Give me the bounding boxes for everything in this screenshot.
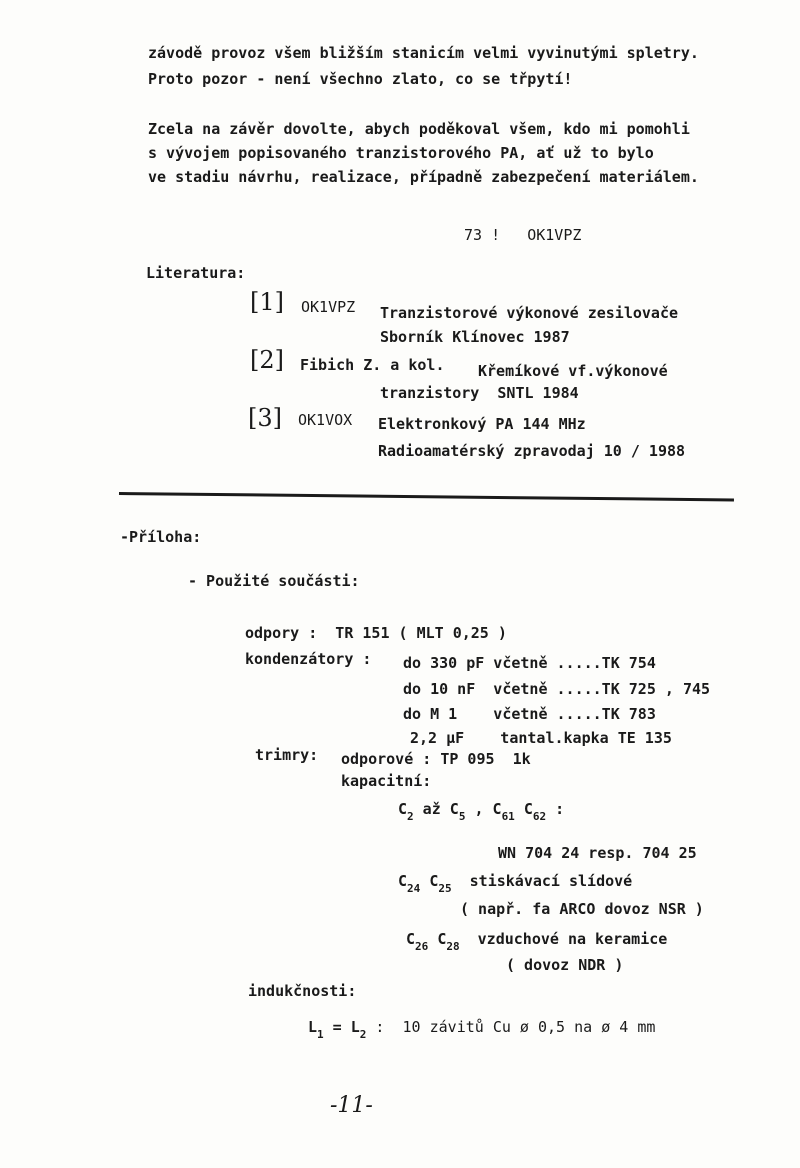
capacitor-row-2: do 10 nF včetně .....TK 725 , 745 — [403, 680, 711, 698]
appendix-heading: -Příloha: — [120, 528, 202, 546]
thanks-line-1: Zcela na závěr dovolte, abych poděkoval všem, kdo mi pomohli — [148, 120, 690, 138]
thanks-line-2: s vývojem popisovaného tranzistorového PA, ať už to bylo — [148, 144, 654, 162]
capacitor-group-1: $C_2$ až $C_5$ , $C_{61}$ $C_{62}$ : — [398, 800, 565, 823]
capacitor-row-1: do 330 pF včetně .....TK 754 — [403, 654, 656, 672]
thanks-line-3: ve stadiu návrhu, realizace, případně zabezpečení materiálem. — [148, 168, 699, 186]
capacitor-row-4: 2,2 µF tantal.kapka TE 135 — [410, 729, 672, 747]
capacitors-label: kondenzátory : — [245, 650, 372, 668]
ref-2-title: Křemíkové vf.výkonové — [478, 362, 668, 380]
capacitor-row-3: do M 1 včetně .....TK 783 — [403, 705, 656, 723]
appendix-subheading: - Použité součásti: — [188, 572, 360, 590]
ref-1-source: Sborník Klínovec 1987 — [380, 328, 570, 346]
ref-3-number: [3] — [248, 404, 282, 432]
ref-3-title: Elektronkový PA 144 MHz — [378, 415, 586, 433]
intro-line-1: závodě provoz všem bližším stanicím velmi vyvinutými spletry. — [148, 44, 699, 62]
trimmers-label: trimry: — [255, 746, 319, 764]
signoff: 73 ! OK1VPZ — [464, 226, 582, 244]
capacitor-group-2: $C_{24}$ $C_{25}$ stiskávací slídové — [398, 872, 633, 895]
ref-2-author: Fibich Z. a kol. — [300, 356, 445, 374]
trimmers-resistive: odporové : TP 095 1k — [341, 750, 531, 768]
capacitor-group-2-note: ( např. fa ARCO dovoz NSR ) — [460, 900, 704, 918]
resistors-line: odpory : TR 151 ( MLT 0,25 ) — [245, 624, 507, 642]
ref-3-author: OK1VOX — [298, 411, 353, 429]
ref-2-number: [2] — [250, 346, 284, 374]
capacitor-group-3-note: ( dovoz NDR ) — [506, 956, 624, 974]
inductor-line: $L_1 = L_2$ : 10 závitů Cu ø 0,5 na ø 4 mm — [308, 1018, 656, 1041]
trimmers-capacitive-label: kapacitní: — [341, 772, 432, 790]
ref-3-source: Radioamatérský zpravodaj 10 / 1988 — [378, 442, 686, 460]
ref-1-number: [1] — [250, 288, 284, 316]
page-number: -11- — [330, 1093, 373, 1118]
ref-1-title: Tranzistorové výkonové zesilovače — [380, 304, 679, 322]
section-divider — [119, 492, 734, 501]
capacitor-group-3: $C_{26}$ $C_{28}$ vzduchové na keramice — [406, 930, 668, 953]
capacitor-group-1-types: WN 704 24 resp. 704 25 — [498, 844, 697, 862]
inductors-label: indukčnosti: — [248, 982, 357, 1000]
literature-heading: Literatura: — [146, 264, 246, 282]
ref-2-source: tranzistory SNTL 1984 — [380, 384, 579, 402]
intro-line-2: Proto pozor - není všechno zlato, co se třpytí! — [148, 70, 573, 88]
ref-1-author: OK1VPZ — [301, 298, 356, 316]
